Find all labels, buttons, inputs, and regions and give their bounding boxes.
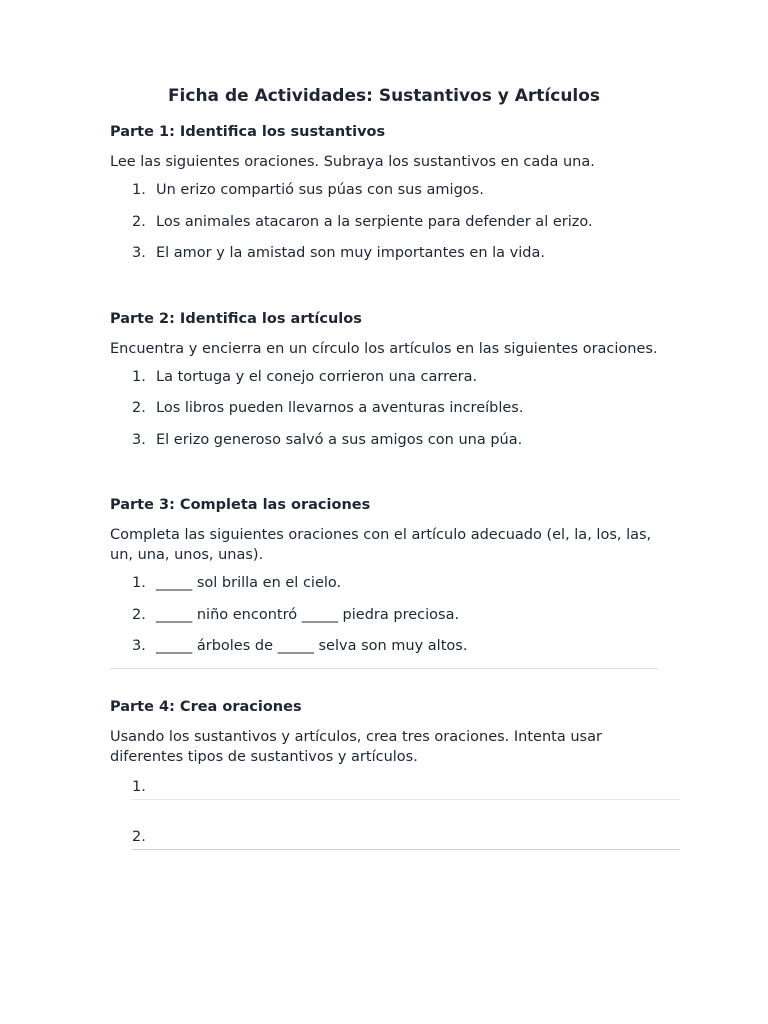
item-number: 2.	[132, 400, 146, 416]
list-item	[132, 243, 658, 263]
item-text: Un erizo compartió sus púas con sus amigos.	[156, 182, 484, 198]
section-instructions: Completa las siguientes oraciones con el artículo adecuado (el, la, los, las, un, una, unos, unas).	[110, 527, 652, 563]
item-number: 1.	[132, 182, 146, 198]
sentence-list	[110, 367, 658, 450]
list-item	[132, 636, 658, 656]
writing-line-item	[132, 775, 658, 797]
list-item	[132, 398, 658, 418]
list-item	[132, 430, 658, 450]
list-item	[132, 180, 658, 200]
section-heading: Parte 3: Completa las oraciones	[110, 497, 371, 513]
section-heading: Parte 1: Identifica los sustantivos	[110, 124, 386, 140]
section-instructions: Usando los sustantivos y artículos, crea tres oraciones. Intenta usar diferentes tipos de sustantivos y artículos.	[110, 728, 602, 765]
item-number: 1.	[132, 575, 146, 591]
section-part-1	[110, 121, 658, 263]
item-text: El erizo generoso salvó a sus amigos con una púa.	[156, 431, 523, 448]
list-item	[132, 212, 658, 232]
section-heading: Parte 4: Crea oraciones	[110, 698, 302, 715]
item-number: 2.	[132, 606, 146, 623]
section-spacer	[110, 275, 658, 308]
item-number: 3.	[132, 431, 146, 448]
writing-line-item	[132, 825, 658, 847]
fill-in-list	[110, 573, 658, 656]
item-number: 1.	[132, 778, 146, 795]
section-instructions: Lee las siguientes oraciones. Subraya los sustantivos en cada una.	[110, 154, 595, 170]
item-number: 2.	[132, 828, 146, 845]
sentence-list	[110, 180, 658, 263]
item-number: 3.	[132, 245, 146, 261]
section-heading: Parte 2: Identifica los artículos	[110, 310, 362, 327]
list-item	[132, 573, 658, 593]
list-item	[132, 367, 658, 387]
section-part-3	[110, 494, 658, 656]
section-instructions: Encuentra y encierra en un círculo los artículos en las siguientes oraciones.	[110, 340, 658, 357]
section-spacer	[110, 461, 658, 494]
answer-line[interactable]	[132, 799, 680, 800]
item-text: _____ sol brilla en el cielo.	[156, 575, 342, 591]
item-text: El amor y la amistad son muy importantes en la vida.	[156, 245, 545, 261]
item-text: _____ niño encontró _____ piedra preciosa.	[156, 606, 460, 623]
item-text: La tortuga y el conejo corrieron una carrera.	[156, 368, 478, 385]
section-divider	[110, 668, 658, 669]
item-number: 2.	[132, 213, 146, 230]
item-text: Los animales atacaron a la serpiente para defender al erizo.	[156, 213, 593, 230]
item-number: 3.	[132, 638, 146, 654]
section-part-4	[110, 696, 658, 847]
list-item	[132, 605, 658, 625]
item-text: _____ árboles de _____ selva son muy altos.	[156, 638, 468, 654]
writing-list	[110, 775, 658, 847]
item-text: Los libros pueden llevarnos a aventuras increíbles.	[156, 400, 524, 416]
item-number: 1.	[132, 368, 146, 385]
document-title: Ficha de Actividades: Sustantivos y Artículos	[167, 86, 601, 106]
answer-line[interactable]	[132, 849, 680, 850]
section-part-2	[110, 308, 658, 450]
